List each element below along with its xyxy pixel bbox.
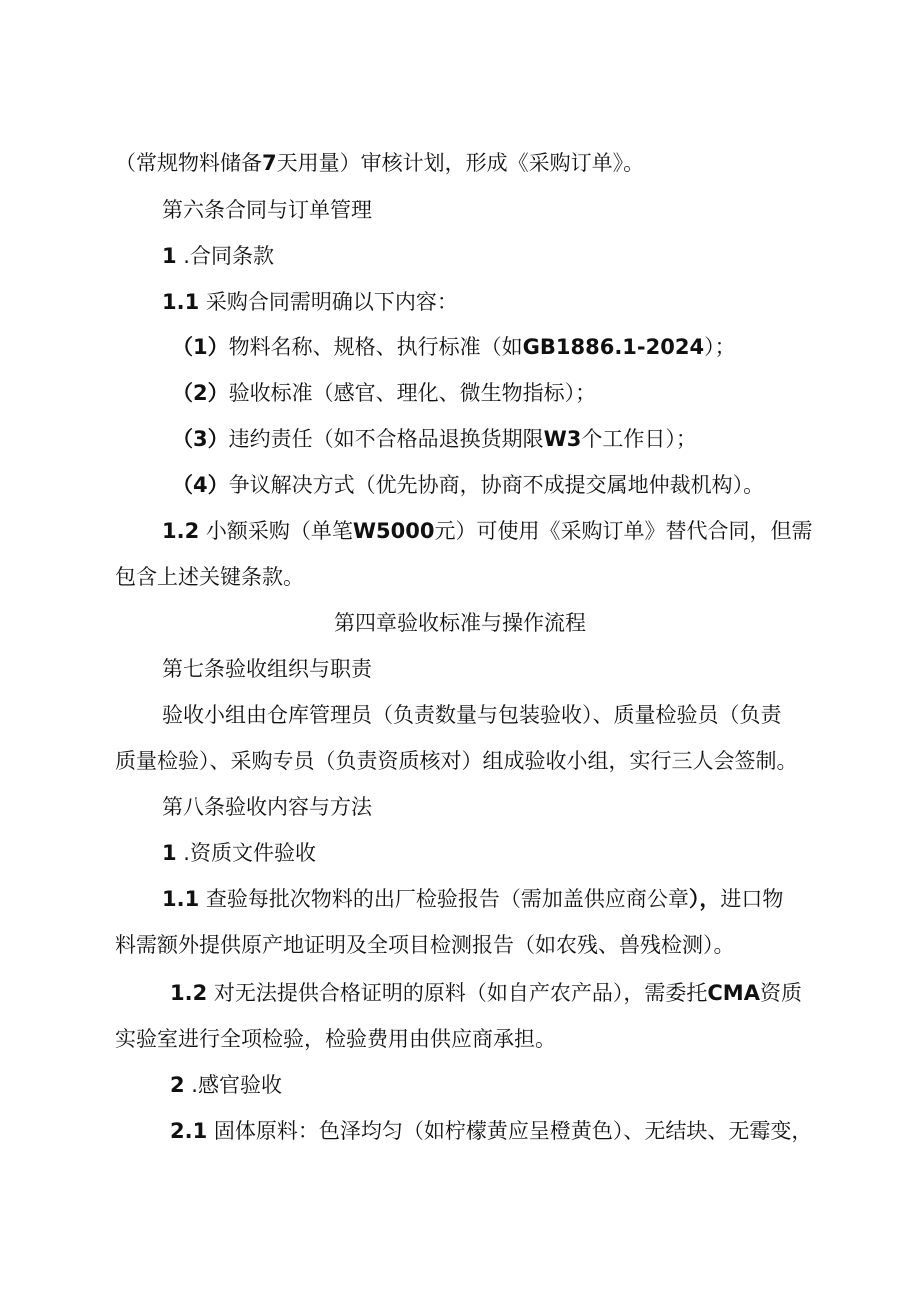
clause-line: 2.1 固体原料：色泽均匀（如柠檬黄应呈橙黄色）、无结块、无霉变， — [170, 1119, 813, 1143]
paragraph-line: 料需额外提供原产地证明及全项目检测报告（如农残、兽残检测）。 — [115, 933, 735, 957]
paragraph-line: 包含上述关键条款。 — [115, 565, 304, 589]
clause-line: 1.2 小额采购（单笔W5000元）可使用《采购订单》替代合同，但需 — [162, 519, 813, 543]
section-heading: 2 .感官验收 — [170, 1073, 282, 1097]
section-heading: 1 .资质文件验收 — [162, 841, 316, 865]
article-heading: 第七条验收组织与职责 — [162, 657, 372, 681]
paragraph-line: （常规物料储备7天用量）审核计划，形成《采购订单》。 — [115, 151, 645, 175]
list-item: （4）争议解决方式（优先协商，协商不成提交属地仲裁机构）。 — [172, 473, 765, 497]
list-item: （2）验收标准（感官、理化、微生物指标）； — [172, 381, 597, 405]
section-heading: 1 .合同条款 — [162, 244, 274, 268]
list-item: （1）物料名称、规格、执行标准（如GB1886.1-2024）； — [172, 335, 736, 359]
paragraph-line: 实验室进行全项检验，检验费用由供应商承担。 — [115, 1027, 556, 1051]
paragraph-line: 质量检验）、采购专员（负责资质核对）组成验收小组，实行三人会签制。 — [115, 749, 798, 773]
chapter-title: 第四章验收标准与操作流程 — [334, 611, 586, 635]
paragraph-line: 验收小组由仓库管理员（负责数量与包装验收）、质量检验员（负责 — [162, 703, 782, 727]
article-heading: 第八条验收内容与方法 — [162, 795, 372, 819]
article-heading: 第六条合同与订单管理 — [162, 198, 372, 222]
clause-line: 1.1 采购合同需明确以下内容： — [162, 290, 458, 314]
clause-line: 1.1 查验每批次物料的出厂检验报告（需加盖供应商公章），进口物 — [162, 887, 784, 911]
list-item: （3）违约责任（如不合格品退换货期限W3个工作日）； — [172, 427, 697, 451]
clause-line: 1.2 对无法提供合格证明的原料（如自产农产品），需委托CMA资质 — [170, 981, 802, 1005]
